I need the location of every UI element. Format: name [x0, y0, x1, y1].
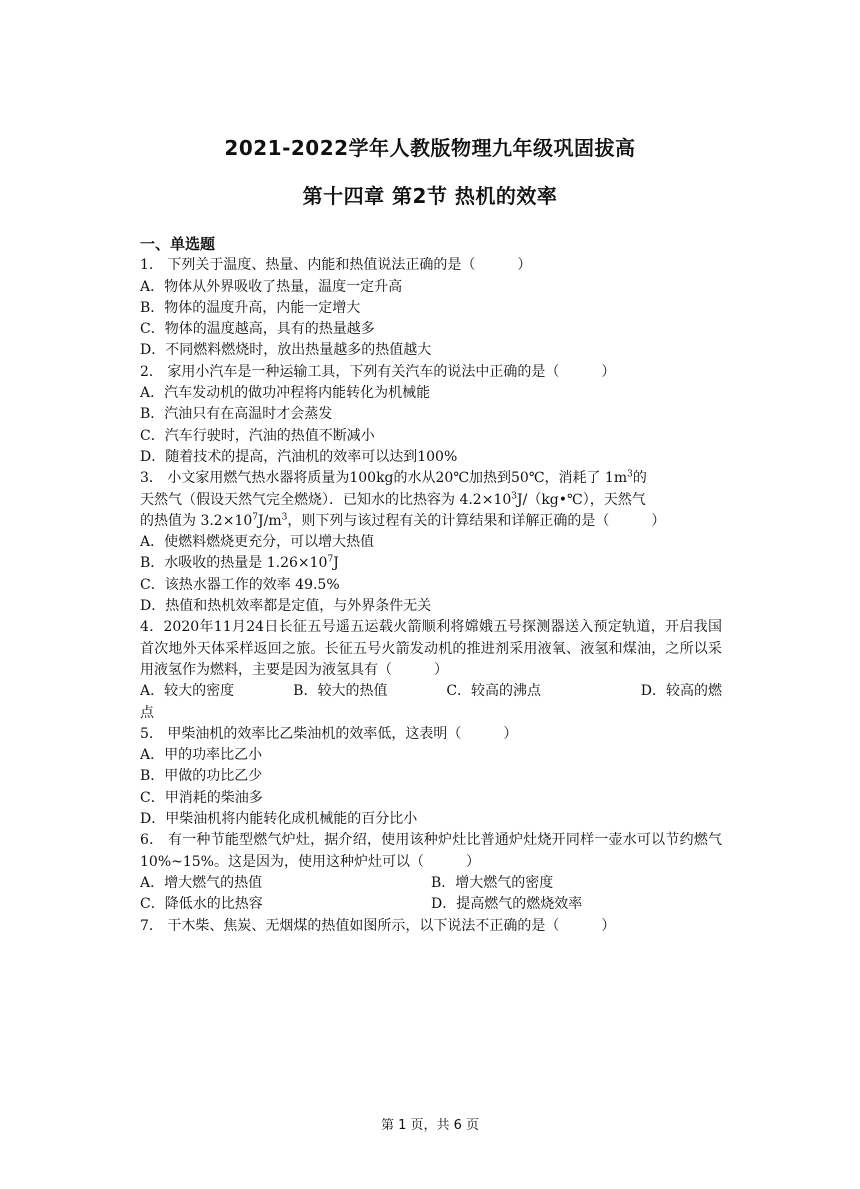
question-list — [140, 234, 722, 937]
question-stem-line-2 — [140, 490, 722, 511]
question-stem-line-3 — [140, 511, 722, 532]
option-a: A．使燃料燃烧更充分，可以增大热值 — [140, 534, 375, 551]
question-7 — [140, 916, 722, 937]
question-6 — [140, 830, 722, 915]
stem-text: 3． 小文家用燃气热水器将质量为100kg的水从20℃加热到50℃，消耗了 1m — [140, 470, 628, 487]
question-2 — [140, 362, 722, 468]
stem-text: 天然气（假设天然气完全燃烧）．已知水的比热容为 4.2×10 — [140, 491, 512, 508]
page-footer: 第 1 页，共 6 页 — [380, 1118, 480, 1133]
option-b: B．甲做的功比乙少 — [140, 768, 263, 785]
option-c: C．较高的沸点 — [446, 683, 542, 700]
option-a: A．增大燃气的热值 — [140, 874, 263, 891]
superscript: 7 — [327, 554, 334, 565]
question-stem: 5． 甲柴油机的效率比乙柴油机的效率低，这表明（ ） — [140, 725, 518, 742]
superscript: 3 — [511, 490, 517, 501]
question-1 — [140, 255, 722, 361]
options-row — [140, 681, 722, 702]
option-d: D．甲柴油机将内能转化成机械能的百分比小 — [140, 811, 418, 828]
option-b: B．增大燃气的密度 — [431, 874, 554, 891]
question-stem: 7． 干木柴、焦炭、无烟煤的热值如图所示，以下说法不正确的是（ ） — [140, 917, 616, 934]
option-c: C．汽车行驶时，汽油的热值不断减小 — [140, 427, 375, 444]
option-c: C．甲消耗的柴油多 — [140, 789, 263, 806]
option-b: B．较大的热值 — [293, 683, 388, 700]
options-row-1 — [140, 873, 722, 894]
stem-text: J/m — [258, 512, 282, 529]
option-text: B．水吸收的热量是 1.26×10 — [140, 555, 328, 572]
option-d: D．不同燃料燃烧时，放出热量越多的热值越大 — [140, 342, 432, 359]
option-b — [140, 553, 722, 574]
option-a: A．物体从外界吸收了热量，温度一定升高 — [140, 278, 403, 295]
option-b: B．物体的温度升高，内能一定增大 — [140, 299, 361, 316]
options-row-2 — [140, 894, 722, 915]
chapter-title: 第十四章 第2节 热机的效率 — [302, 184, 558, 208]
question-stem-line-1 — [140, 468, 722, 489]
stem-text: ，则下列与该过程有关的计算结果和详解正确的是（ ） — [287, 512, 666, 529]
stem-text: 的热值为 3.2×10 — [140, 512, 253, 529]
option-d-continued: 点 — [140, 704, 154, 721]
option-text: J — [333, 555, 339, 572]
question-stem: 4．2020年11月24日长征五号遥五运载火箭顺利将嫦娥五号探测器送入预定轨道，开启我国首次地外天体采样返回之旅。长征五号火箭发动机的推进剂采用液氧、液氢和煤油，之所以采用液氢作为燃料，主要是因为液氢具有（ ） — [140, 619, 722, 678]
option-d: D．随着技术的提高，汽油机的效率可以达到100% — [140, 448, 458, 465]
option-c: C．降低水的比热容 — [140, 896, 263, 913]
option-d: D．较高的燃 — [640, 683, 722, 700]
superscript: 7 — [252, 512, 258, 523]
option-d: D．热值和热机效率都是定值，与外界条件无关 — [140, 598, 432, 615]
question-5 — [140, 724, 722, 830]
option-b: B．汽油只有在高温时才会蒸发 — [140, 406, 333, 423]
option-c: C．物体的温度越高，具有的热量越多 — [140, 321, 375, 338]
stem-text: 的 — [632, 470, 647, 487]
superscript: 3 — [627, 469, 633, 480]
section-heading: 一、单选题 — [140, 235, 216, 253]
option-a: A．较大的密度 — [140, 683, 235, 700]
option-c: C．该热水器工作的效率 49.5% — [140, 576, 340, 593]
document-title: 2021-2022学年人教版物理九年级巩固拔高 — [224, 136, 636, 160]
stem-text: J/（kg•℃），天然气 — [517, 491, 646, 508]
option-a: A．甲的功率比乙小 — [140, 747, 263, 764]
question-stem: 6． 有一种节能型燃气炉灶，据介绍，使用该种炉灶比普通炉灶烧开同样一壶水可以节约燃气 10%~15%。这是因为，使用这种炉灶可以（ ） — [140, 832, 722, 870]
question-3 — [140, 468, 722, 617]
question-4 — [140, 617, 722, 723]
question-stem: 1． 下列关于温度、热量、内能和热值说法正确的是（ ） — [140, 257, 532, 274]
question-stem: 2． 家用小汽车是一种运输工具，下列有关汽车的说法中正确的是（ ） — [140, 363, 616, 380]
superscript: 3 — [281, 512, 288, 523]
option-d: D．提高燃气的燃烧效率 — [431, 896, 583, 913]
option-a: A．汽车发动机的做功冲程将内能转化为机械能 — [140, 385, 431, 402]
